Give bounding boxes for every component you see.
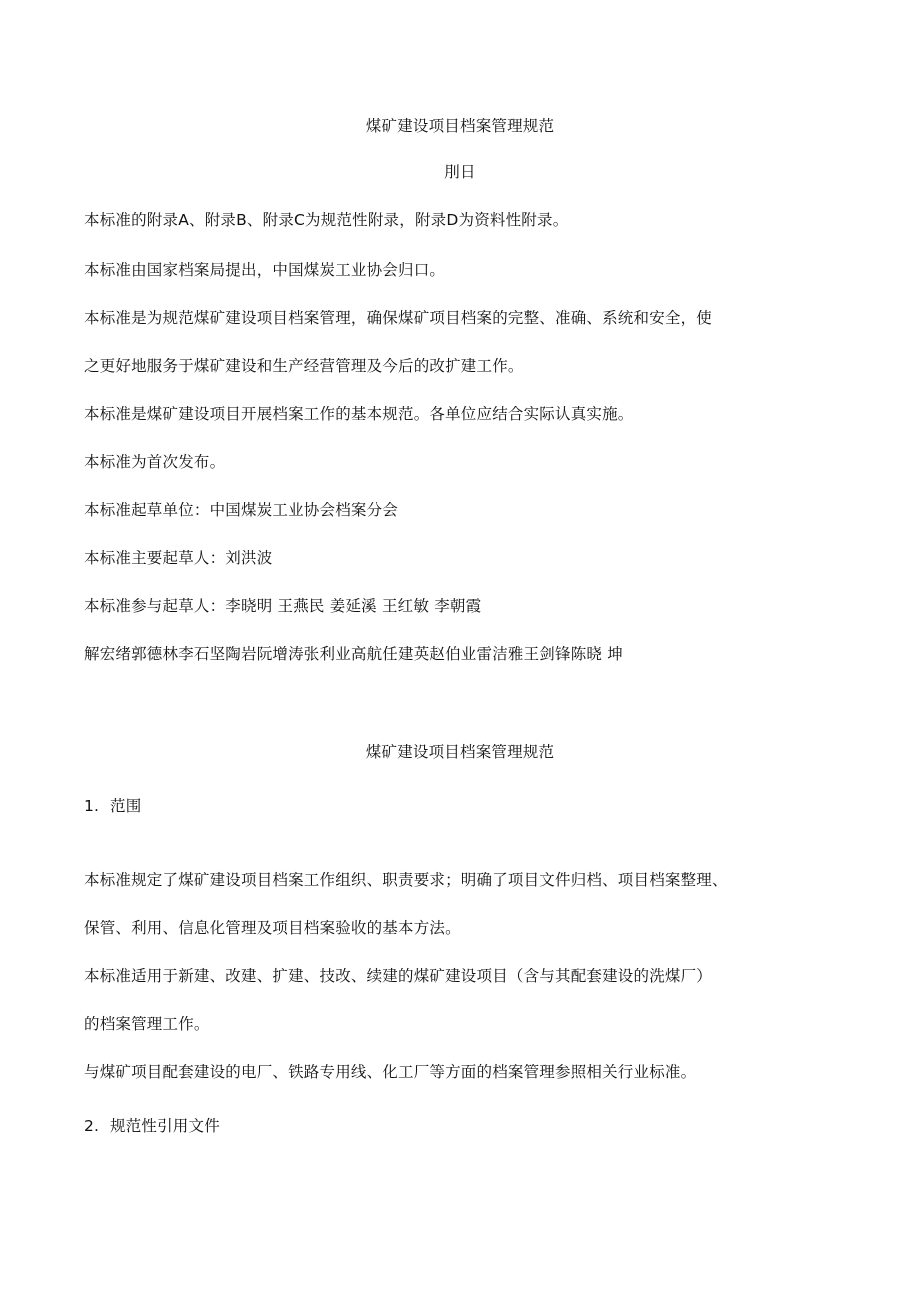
foreword-paragraph: 本标准是煤矿建设项目开展档案工作的基本规范。各单位应结合实际认真实施。 xyxy=(84,405,634,423)
foreword-paragraph: 本标准由国家档案局提出，中国煤炭工业协会归口。 xyxy=(84,261,446,279)
section-number: 2. xyxy=(84,1117,100,1135)
foreword-paragraph: 之更好地服务于煤矿建设和生产经营管理及今后的改扩建工作。 xyxy=(84,357,524,375)
drafting-unit: 本标准起草单位：中国煤炭工业协会档案分会 xyxy=(84,501,399,519)
section-1-paragraph: 与煤矿项目配套建设的电厂、铁路专用线、化工厂等方面的档案管理参照相关行业标准。 xyxy=(84,1063,697,1081)
foreword-paragraph: 本标准是为规范煤矿建设项目档案管理，确保煤矿项目档案的完整、准确、系统和安全，使 xyxy=(84,309,713,327)
foreword-paragraph: 本标准为首次发布。 xyxy=(84,453,226,471)
participating-drafters-continued: 解宏绪郭德林李石坚陶岩阮增涛张利业高航任建英赵伯业雷洁雅王剑锋陈晓 坤 xyxy=(84,645,623,663)
section-number: 1. xyxy=(84,797,100,815)
document-title: 煤矿建设项目档案管理规范 xyxy=(365,117,555,135)
section-title: 范围 xyxy=(110,797,142,815)
foreword-heading: 刖日 xyxy=(444,163,476,181)
section-2-heading xyxy=(84,1116,220,1136)
section-1-paragraph: 本标准规定了煤矿建设项目档案工作组织、职责要求；明确了项目文件归档、项目档案整理、 xyxy=(84,871,728,889)
participating-drafters: 本标准参与起草人：李晓明 王燕民 姜延溪 王红敏 李朝霞 xyxy=(84,597,482,615)
section-1-paragraph: 保管、利用、信息化管理及项目档案验收的基本方法。 xyxy=(84,919,461,937)
foreword-paragraph: 本标准的附录A、附录B、附录C为规范性附录，附录D为资料性附录。 xyxy=(84,211,569,229)
section-1-paragraph: 本标准适用于新建、改建、扩建、技改、续建的煤矿建设项目（含与其配套建设的洗煤厂） xyxy=(84,967,713,985)
section-title: 规范性引用文件 xyxy=(110,1117,220,1135)
section-1-paragraph: 的档案管理工作。 xyxy=(84,1015,210,1033)
main-title: 煤矿建设项目档案管理规范 xyxy=(365,743,555,761)
main-drafter: 本标准主要起草人：刘洪波 xyxy=(84,549,273,567)
section-1-heading xyxy=(84,796,141,816)
